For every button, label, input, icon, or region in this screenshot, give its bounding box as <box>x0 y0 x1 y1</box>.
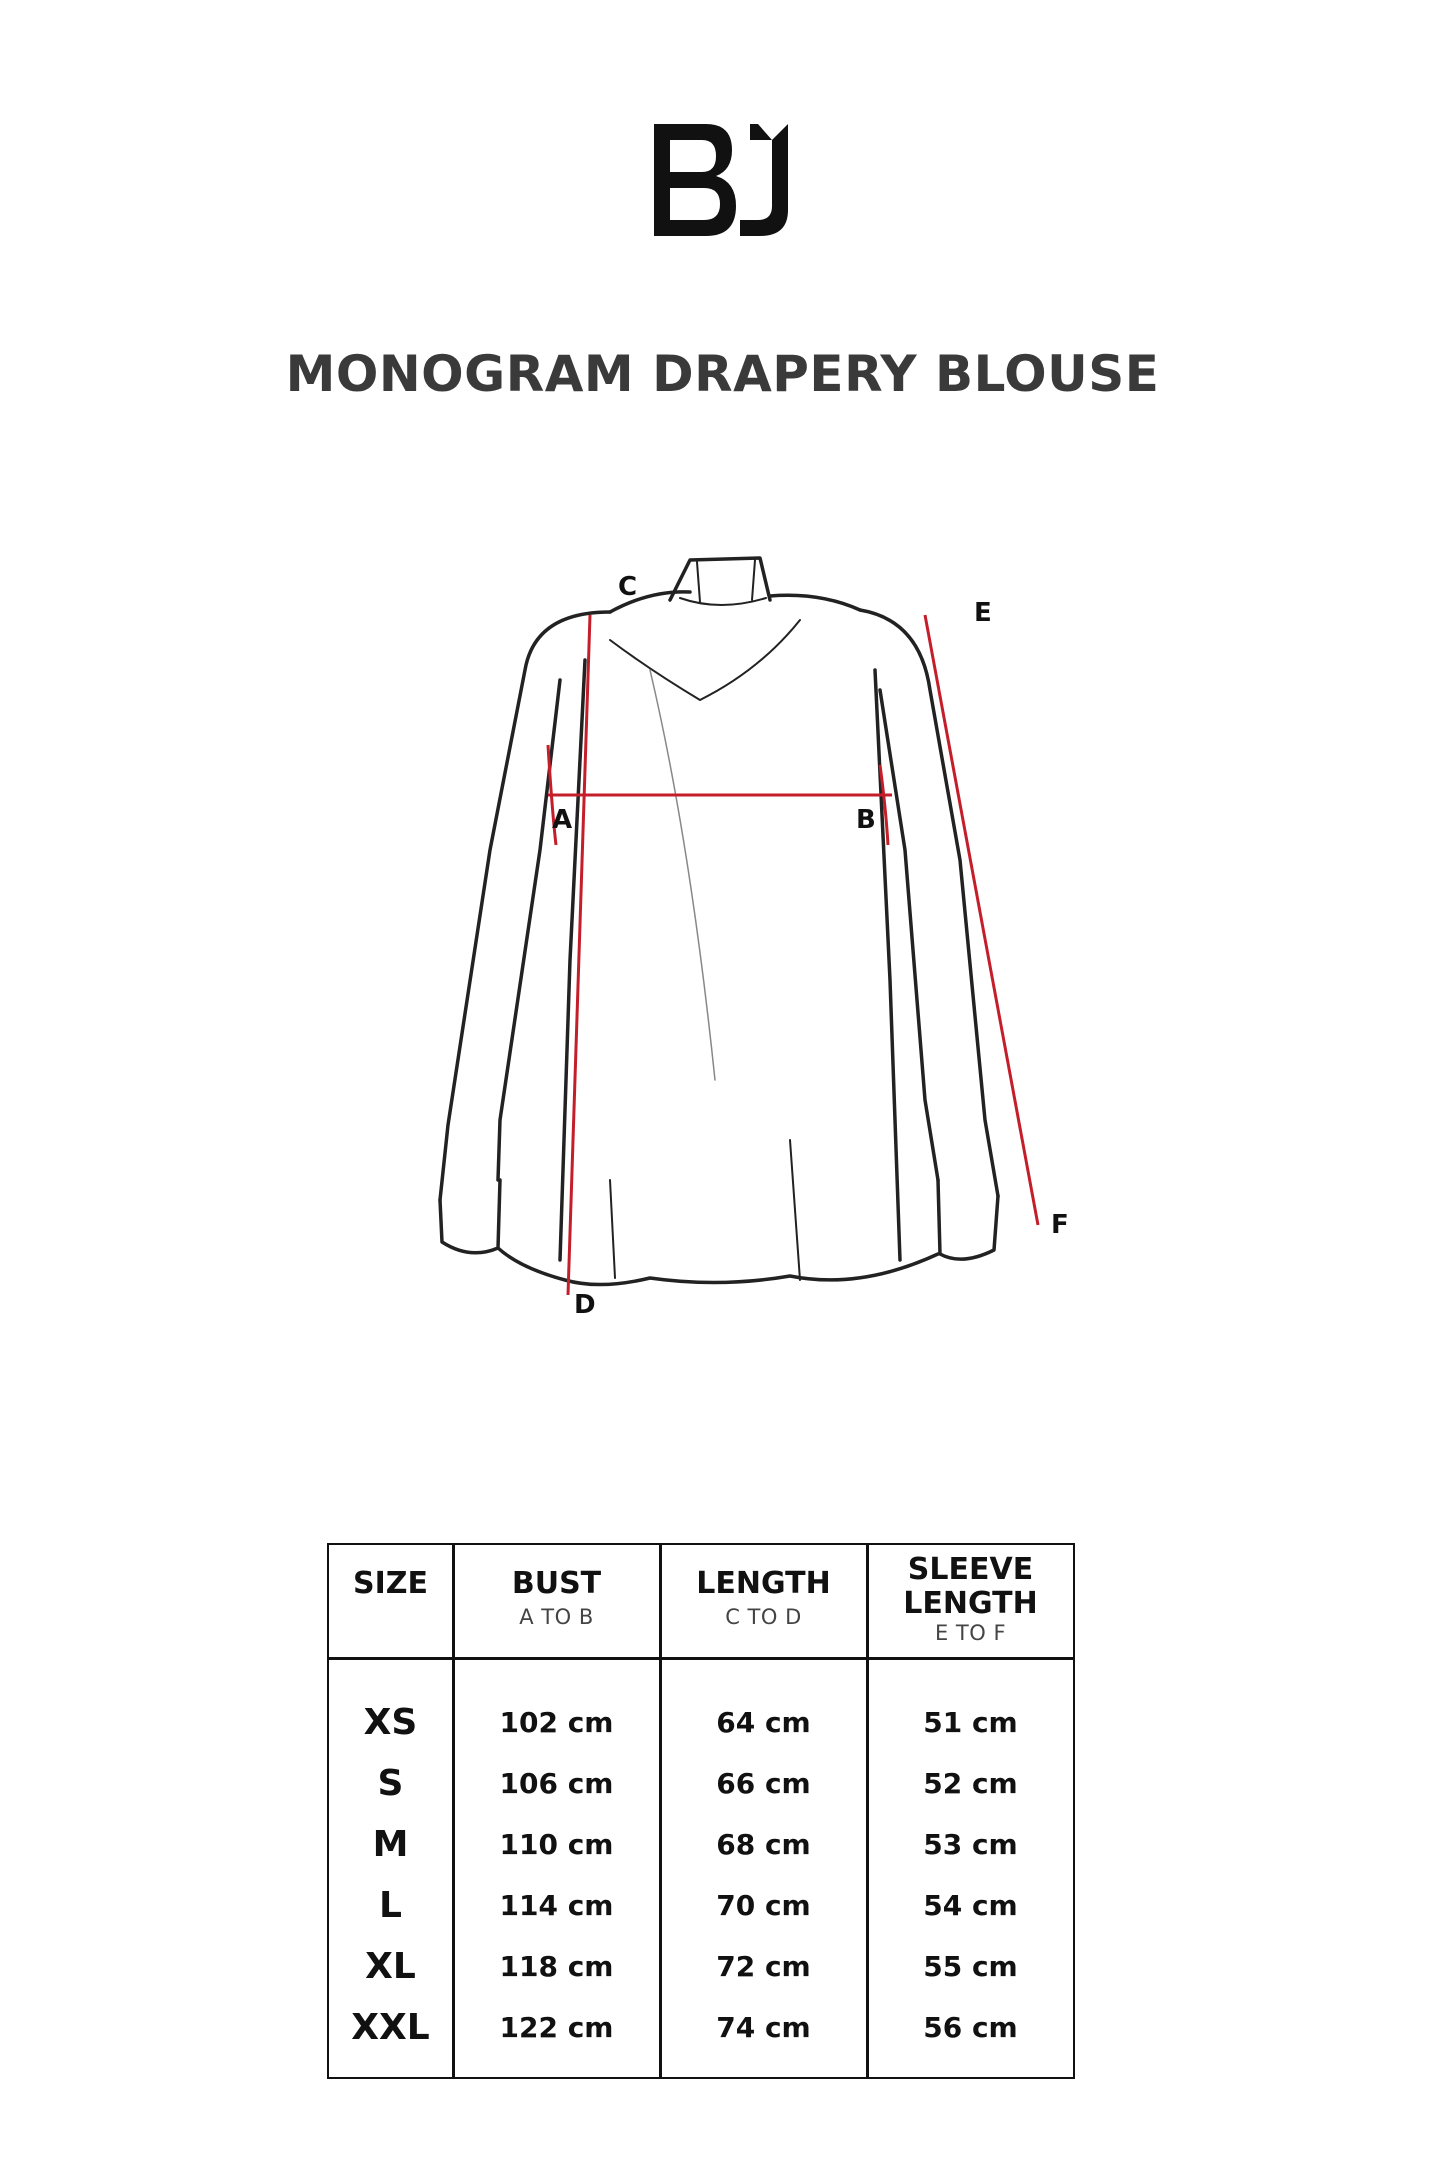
length-cell: 68 cm <box>716 1828 811 1861</box>
header-size <box>329 1545 452 1657</box>
point-label-d: D <box>574 1290 596 1320</box>
table-row <box>329 1753 1073 1814</box>
table-row <box>329 1875 1073 1936</box>
bust-cell: 106 cm <box>499 1767 614 1800</box>
point-label-b: B <box>856 805 876 835</box>
header-sleeve <box>868 1545 1073 1657</box>
product-title: MONOGRAM DRAPERY BLOUSE <box>285 345 1160 403</box>
table-row <box>329 1692 1073 1753</box>
length-cell: 74 cm <box>716 2011 811 2044</box>
blouse-measurement-diagram <box>0 520 1445 1340</box>
bust-cell: 102 cm <box>499 1706 614 1739</box>
size-chart-table <box>327 1543 1075 2079</box>
sleeve-cell: 55 cm <box>923 1950 1018 1983</box>
table-row <box>329 1997 1073 2058</box>
sleeve-cell: 53 cm <box>923 1828 1018 1861</box>
header-size-title: SIZE <box>352 1566 428 1601</box>
point-label-f: F <box>1051 1210 1069 1240</box>
header-bust-sub: A TO B <box>519 1605 594 1629</box>
point-label-a: A <box>552 805 573 835</box>
size-cell: L <box>379 1885 402 1926</box>
size-cell: XXL <box>351 2007 430 2048</box>
bj-logo-icon <box>640 118 800 248</box>
header-sleeve-sub: E TO F <box>934 1621 1007 1645</box>
sleeve-cell: 51 cm <box>923 1706 1018 1739</box>
header-length-sub: C TO D <box>725 1605 802 1629</box>
header-divider <box>329 1657 1073 1660</box>
header-bust <box>454 1545 659 1657</box>
table-row <box>329 1936 1073 1997</box>
length-cell: 64 cm <box>716 1706 811 1739</box>
sleeve-cell: 54 cm <box>923 1889 1018 1922</box>
blouse-sketch <box>0 520 1445 1340</box>
brand-logo <box>640 118 800 248</box>
header-sleeve-title: SLEEVE LENGTH <box>903 1552 1038 1621</box>
header-length <box>661 1545 866 1657</box>
header-length-title: LENGTH <box>696 1566 831 1601</box>
sleeve-cell: 52 cm <box>923 1767 1018 1800</box>
size-cell: XL <box>365 1946 416 1987</box>
bust-cell: 118 cm <box>499 1950 614 1983</box>
size-cell: M <box>372 1824 409 1865</box>
point-label-c: C <box>618 572 638 602</box>
length-cell: 66 cm <box>716 1767 811 1800</box>
size-cell: XS <box>363 1702 418 1743</box>
table-row <box>329 1814 1073 1875</box>
bust-cell: 110 cm <box>499 1828 614 1861</box>
sleeve-cell: 56 cm <box>923 2011 1018 2044</box>
header-bust-title: BUST <box>511 1566 602 1601</box>
bust-cell: 114 cm <box>499 1889 614 1922</box>
point-label-e: E <box>974 598 992 628</box>
length-cell: 72 cm <box>716 1950 811 1983</box>
bust-cell: 122 cm <box>499 2011 614 2044</box>
length-cell: 70 cm <box>716 1889 811 1922</box>
size-cell: S <box>377 1763 404 1804</box>
